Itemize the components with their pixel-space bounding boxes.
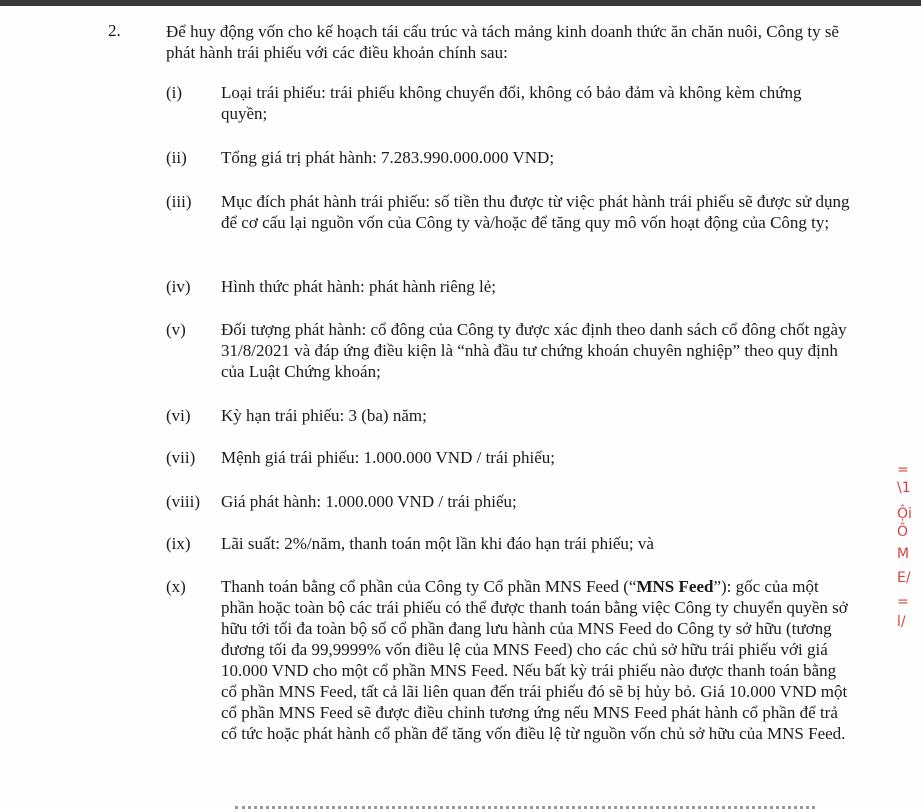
term-label: (x) [166,577,186,596]
term-text: Mục đích phát hành trái phiếu: số tiền thu được từ việc phát hành trái phiếu sẽ được sử dụng để cơ cấu lại nguồn vốn của Công ty và/hoặc để tăng quy mô vốn hoạt động của Công ty; [221,192,850,232]
term-text [221,576,851,744]
term-text: Loại trái phiếu: trái phiếu không chuyển đổi, không có bảo đảm và không kèm chứng quyền; [221,83,802,123]
stamp-glyph: Ội [897,506,912,522]
term-text-before: Thanh toán bằng cổ phần của Công ty Cổ phần MNS Feed (“ [221,577,637,596]
term-label: (ix) [166,534,191,553]
mns-feed-defined-term: MNS Feed [636,577,714,596]
section-intro: Để huy động vốn cho kế hoạch tái cấu trúc và tách mảng kinh doanh thức ăn chăn nuôi, Công ty sẽ phát hành trái phiếu với các điều khoản chính sau: [166,22,839,62]
stamp-glyph: = [897,462,909,478]
term-text: Mệnh giá trái phiếu: 1.000.000 VND / trái phiếu; [221,448,555,467]
term-text: Tổng giá trị phát hành: 7.283.990.000.000 VND; [221,148,555,167]
term-label: (ii) [166,148,187,167]
stamp-glyph: Ô [897,524,909,540]
stamp-glyph: l/ [897,614,906,630]
term-label: (iv) [166,277,191,296]
term-label: (vi) [166,406,191,425]
term-label: (i) [166,83,183,102]
margin-stamp [893,462,921,642]
term-label: (vii) [166,448,196,467]
section-number: 2. [108,21,121,40]
stamp-glyph: E/ [897,570,911,586]
term-text-after: ”): gốc của một phần hoặc toàn bộ các trái phiếu có thể được thanh toán bằng việc Công ty chuyển quyền sở hữu tới tối đa toàn bộ số cổ phần đang lưu hành của MNS Feed do Công ty sở hữu (tương đương tối đa 99,9999% vốn điều lệ của MNS Feed) cho các chủ sở hữu trái phiếu với giá 10.000 VND cho một cổ phần MNS Feed. Nếu bất kỳ trái phiếu nào được thanh toán bằng cổ phần MNS Feed, tất cả lãi liên quan đến trái phiếu đó sẽ bị hủy bỏ. Giá 10.000 VND một cổ phần MNS Feed sẽ được điều chỉnh tương ứng nếu MNS Feed phát hành cổ phần để trả cổ tức hoặc phát hành cổ phần để tăng vốn điều lệ từ nguồn vốn chủ sở hữu của MNS Feed. [221,577,848,743]
stamp-glyph: = [897,594,909,610]
cut-off-next-line [235,806,815,812]
term-label: (viii) [166,492,200,511]
stamp-glyph: \1 [897,480,911,496]
term-text: Giá phát hành: 1.000.000 VND / trái phiếu; [221,492,517,511]
term-text: Đối tượng phát hành: cổ đông của Công ty được xác định theo danh sách cổ đông chốt ngày 31/8/2021 và đáp ứng điều kiện là “nhà đầu tư chứng khoán chuyên nghiệp” theo quy định của Luật Chứng khoán; [221,320,847,381]
term-label: (v) [166,320,186,339]
term-label: (iii) [166,192,192,211]
document-page [0,6,921,809]
term-text: Lãi suất: 2%/năm, thanh toán một lần khi đáo hạn trái phiếu; và [221,534,654,553]
term-text: Hình thức phát hành: phát hành riêng lẻ; [221,277,497,296]
term-text: Kỳ hạn trái phiếu: 3 (ba) năm; [221,406,427,425]
stamp-glyph: M [897,546,910,562]
